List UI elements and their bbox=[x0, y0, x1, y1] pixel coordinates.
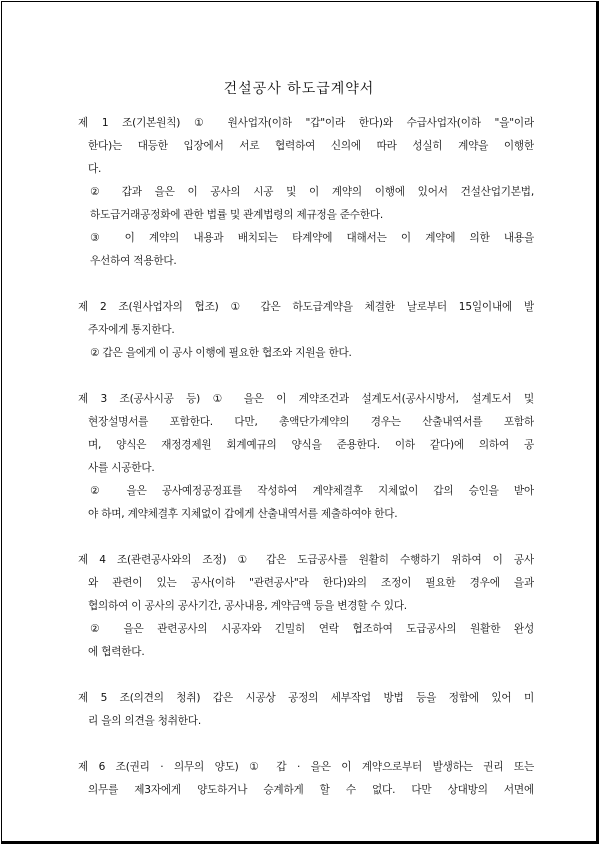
article-3 bbox=[78, 388, 534, 526]
document-page bbox=[1, 1, 599, 844]
article-3-line-4: 사를 시공한다. bbox=[88, 462, 155, 474]
document-title: 건설공사 하도급계약서 bbox=[223, 81, 375, 97]
article-1-line-3: 다. bbox=[88, 163, 102, 175]
article-5 bbox=[78, 687, 534, 733]
article-1-line-7: 우선하여 적용한다. bbox=[90, 255, 177, 267]
article-6-line-1: 제 6 조(권리 · 의무의 양도) ① 갑 · 을은 이 계약으로부터 발생하는 권리 또는 bbox=[78, 761, 534, 773]
article-2 bbox=[78, 296, 534, 365]
article-1 bbox=[78, 112, 534, 273]
article-4-line-2: 와 관련이 있는 공사(이하 "관련공사"라 한다)와의 조정이 필요한 경우에 을과 bbox=[88, 577, 534, 589]
article-1-line-1: 제 1 조(기본원칙) ① 원사업자(이하 "갑"이라 한다)와 수급사업자(이하 "을"이라 bbox=[78, 117, 534, 129]
article-3-line-2: 현장설명서를 포함한다. 다만, 총액단가계약의 경우는 산출내역서를 포함하 bbox=[88, 416, 534, 428]
article-2-line-3: ② 갑은 을에게 이 공사 이행에 필요한 협조와 지원을 한다. bbox=[90, 347, 352, 359]
article-4 bbox=[78, 549, 534, 664]
article-4-line-3: 협의하여 이 공사의 공사기간, 공사내용, 계약금액 등을 변경할 수 있다. bbox=[88, 600, 407, 612]
article-3-line-1: 제 3 조(공사시공 등) ① 을은 이 계약조건과 설계도서(공사시방서, 설계도서 및 bbox=[78, 393, 534, 405]
article-2-line-1: 제 2 조(원사업자의 협조) ① 갑은 하도급계약을 체결한 날로부터 15일이내에 발 bbox=[78, 301, 534, 313]
article-1-line-5: 하도급거래공정화에 관한 법률 및 관계법령의 제규정을 준수한다. bbox=[90, 209, 384, 221]
article-3-line-6: 야 하며, 계약체결후 지체없이 갑에게 산출내역서를 제출하여야 한다. bbox=[88, 508, 398, 520]
article-1-line-4: ② 갑과 을은 이 공사의 시공 및 이 계약의 이행에 있어서 건설산업기본법, bbox=[90, 186, 534, 198]
article-3-line-5: ② 을은 공사예정공정표를 작성하여 계약체결후 지체없이 갑의 승인을 받아 bbox=[90, 485, 534, 497]
article-4-line-4: ② 을은 관련공사의 시공자와 긴밀히 연락 협조하여 도급공사의 원활한 완성 bbox=[90, 623, 534, 635]
article-2-line-2: 주자에게 통지한다. bbox=[88, 324, 175, 336]
article-1-line-2: 한다)는 대등한 입장에서 서로 협력하여 신의에 따라 성실히 계약을 이행한 bbox=[88, 140, 534, 152]
article-1-line-6: ③ 이 계약의 내용과 배치되는 타계약에 대해서는 이 계약에 의한 내용을 bbox=[90, 232, 534, 244]
article-5-line-1: 제 5 조(의견의 청취) 갑은 시공상 공정의 세부작업 방법 등을 정함에 있어 미 bbox=[78, 692, 534, 704]
document-body bbox=[78, 112, 534, 825]
article-4-line-5: 에 협력한다. bbox=[88, 646, 145, 658]
article-3-line-3: 며, 양식은 재정경제원 회계예규의 양식을 준용한다. 이하 같다)에 의하여 공 bbox=[88, 439, 534, 451]
article-6-line-2: 의무를 제3자에게 양도하거나 승계하게 할 수 없다. 다만 상대방의 서면에 bbox=[88, 784, 534, 796]
article-5-line-2: 리 을의 의견을 청취한다. bbox=[88, 715, 202, 727]
article-4-line-1: 제 4 조(관련공사와의 조정) ① 갑은 도급공사를 원활히 수행하기 위하여 이 공사 bbox=[78, 554, 534, 566]
article-6 bbox=[78, 756, 534, 802]
